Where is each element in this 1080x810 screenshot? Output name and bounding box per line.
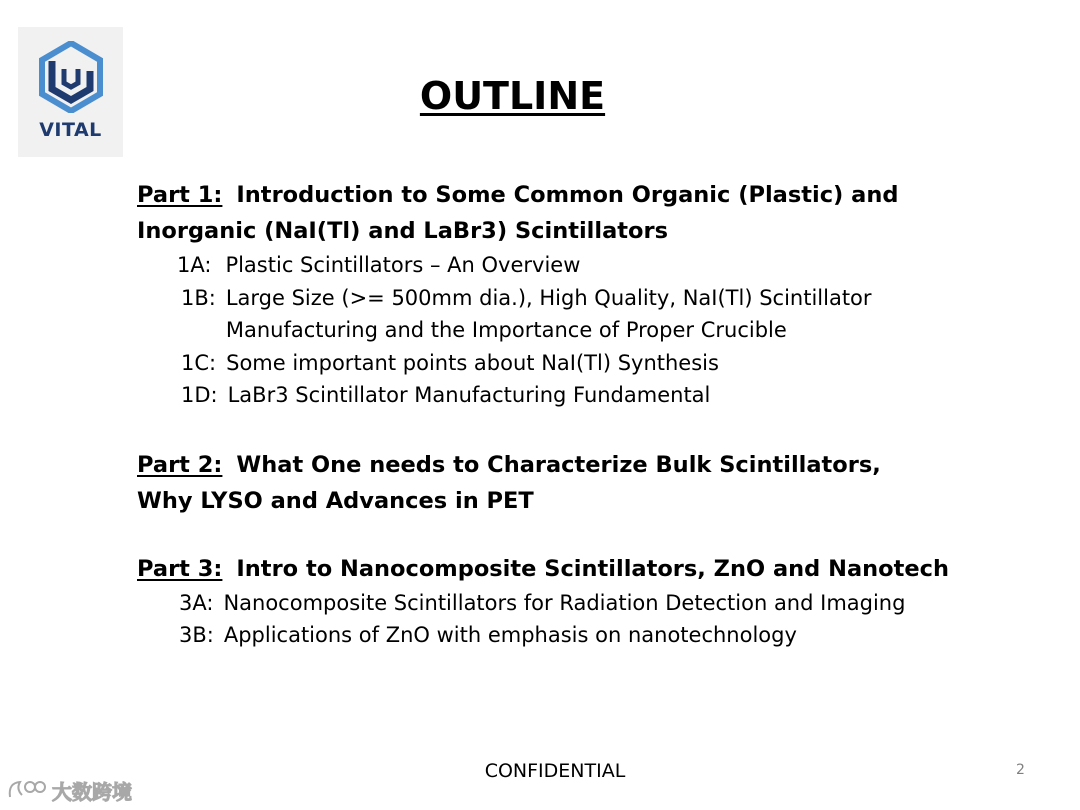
- confidential-label: CONFIDENTIAL: [484, 760, 626, 782]
- part-1-items: [177, 249, 1037, 412]
- part-1-title-line1: Introduction to Some Common Organic (Plastic) and: [236, 182, 899, 208]
- list-item: [181, 347, 1037, 380]
- watermark: [6, 775, 132, 805]
- list-item: [179, 587, 1037, 620]
- part-2-heading: [137, 447, 1037, 483]
- watermark-text: 大数跨境: [52, 779, 132, 804]
- page-number: 2: [1016, 762, 1025, 778]
- item-text: Applications of ZnO with emphasis on nanotechnology: [223, 623, 797, 647]
- part-2: [137, 447, 1037, 519]
- part-3-items: [179, 587, 1037, 652]
- watermark-logo-icon: [6, 777, 48, 803]
- item-code: 1D:: [181, 383, 218, 407]
- page-title: OUTLINE: [419, 74, 606, 118]
- item-code: 1C:: [181, 350, 217, 375]
- item-code: 1B:: [181, 285, 216, 310]
- item-code: 3B:: [179, 623, 214, 647]
- part-3-heading: [137, 551, 1037, 587]
- part-2-title-line2: Why LYSO and Advances in PET: [137, 487, 534, 514]
- item-text: Plastic Scintillators – An Overview: [225, 253, 581, 277]
- list-item: [177, 249, 1037, 282]
- part-2-label: Part 2:: [137, 451, 223, 478]
- item-code: 1A:: [177, 253, 212, 277]
- list-item: [181, 282, 1037, 347]
- item-text: Nanocomposite Scintillators for Radiation Detection and Imaging: [223, 590, 906, 615]
- list-item: [181, 379, 1037, 412]
- part-3: [137, 551, 1037, 652]
- list-item: [179, 619, 1037, 652]
- part-1-title-line2: Inorganic (NaI(Tl) and LaBr3) Scintillators: [137, 218, 668, 244]
- item-code: 3A:: [179, 590, 214, 615]
- part-1-label: Part 1:: [137, 182, 223, 208]
- item-text: LaBr3 Scintillator Manufacturing Fundamental: [227, 383, 711, 407]
- part-1: [137, 177, 1037, 412]
- part-3-label: Part 3:: [137, 555, 223, 582]
- logo-text: VITAL: [39, 119, 102, 141]
- item-text: Large Size (>= 500mm dia.), High Quality, NaI(Tl) Scintillator Manufacturing and the Importance of Proper Crucible: [225, 285, 872, 342]
- item-text: Some important points about NaI(Tl) Synthesis: [226, 350, 719, 375]
- outline-content: [137, 177, 1037, 652]
- part-3-title-line1: Intro to Nanocomposite Scintillators, ZnO and Nanotech: [236, 555, 949, 582]
- part-2-title-line1: What One needs to Characterize Bulk Scintillators,: [236, 451, 881, 478]
- part-1-heading: [137, 177, 1037, 213]
